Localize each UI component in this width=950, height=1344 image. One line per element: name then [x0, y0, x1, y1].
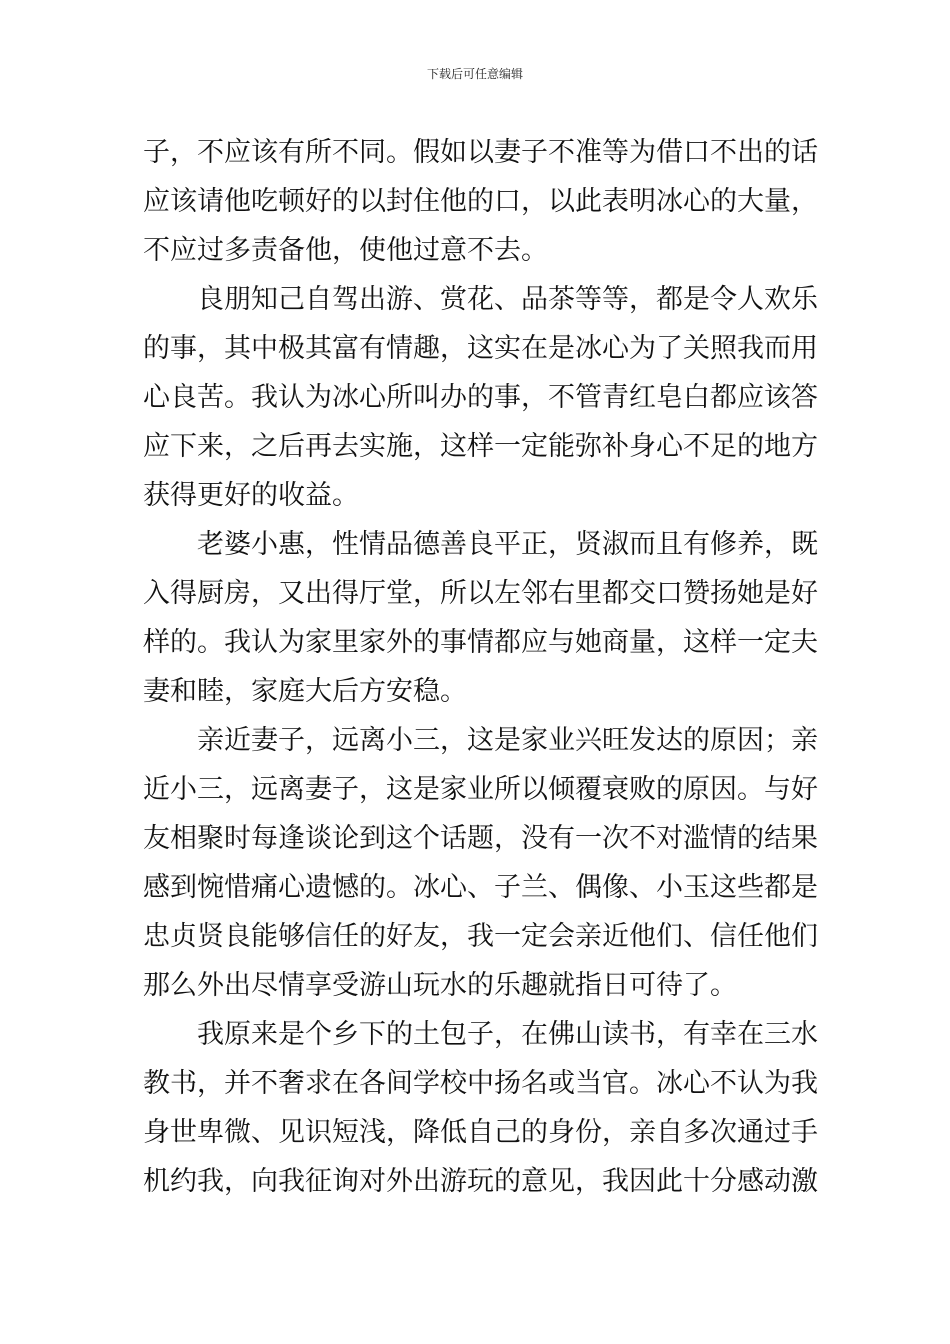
text-line: 友相聚时每逢谈论到这个话题，没有一次不对滥情的结果 — [143, 823, 818, 854]
text-line: 我原来是个乡下的土包子，在佛山读书，有幸在三水 — [143, 1019, 818, 1050]
text-line: 样的。我认为家里家外的事情都应与她商量，这样一定夫 — [143, 627, 818, 658]
text-line: 应下来，之后再去实施，这样一定能弥补身心不足的地方 — [143, 431, 818, 462]
text-line: 教书，并不奢求在各间学校中扬名或当官。冰心不认为我 — [143, 1068, 818, 1099]
text-line: 应该请他吃顿好的以封住他的口，以此表明冰心的大量， — [143, 186, 818, 217]
text-line: 的事，其中极其富有情趣，这实在是冰心为了关照我而用 — [143, 333, 818, 364]
text-line: 妻和睦，家庭大后方安稳。 — [143, 676, 467, 707]
text-line: 不应过多责备他，使他过意不去。 — [143, 235, 548, 266]
text-line: 机约我，向我征询对外出游玩的意见，我因此十分感动激 — [143, 1166, 818, 1197]
text-line: 那么外出尽情享受游山玩水的乐趣就指日可待了。 — [143, 970, 737, 1001]
text-line: 亲近妻子，远离小三，这是家业兴旺发达的原因；亲 — [143, 725, 818, 756]
text-line: 身世卑微、见识短浅，降低自己的身份，亲自多次通过手 — [143, 1117, 818, 1148]
text-line: 获得更好的收益。 — [143, 480, 359, 511]
text-line: 子，不应该有所不同。假如以妻子不准等为借口不出的话 — [143, 137, 818, 168]
text-line: 近小三，远离妻子，这是家业所以倾覆衰败的原因。与好 — [143, 774, 818, 805]
page-header: 下载后可任意编辑 — [426, 67, 523, 81]
body-text — [143, 128, 818, 1206]
text-line: 入得厨房，又出得厅堂，所以左邻右里都交口赞扬她是好 — [143, 578, 818, 609]
text-line: 忠贞贤良能够信任的好友，我一定会亲近他们、信任他们 — [143, 921, 818, 952]
text-line: 心良苦。我认为冰心所叫办的事，不管青红皂白都应该答 — [143, 382, 818, 413]
text-line: 良朋知己自驾出游、赏花、品茶等等，都是令人欢乐 — [143, 284, 818, 315]
text-line: 感到惋惜痛心遗憾的。冰心、子兰、偶像、小玉这些都是 — [143, 872, 818, 903]
text-line: 老婆小惠，性情品德善良平正，贤淑而且有修养，既 — [143, 529, 818, 560]
